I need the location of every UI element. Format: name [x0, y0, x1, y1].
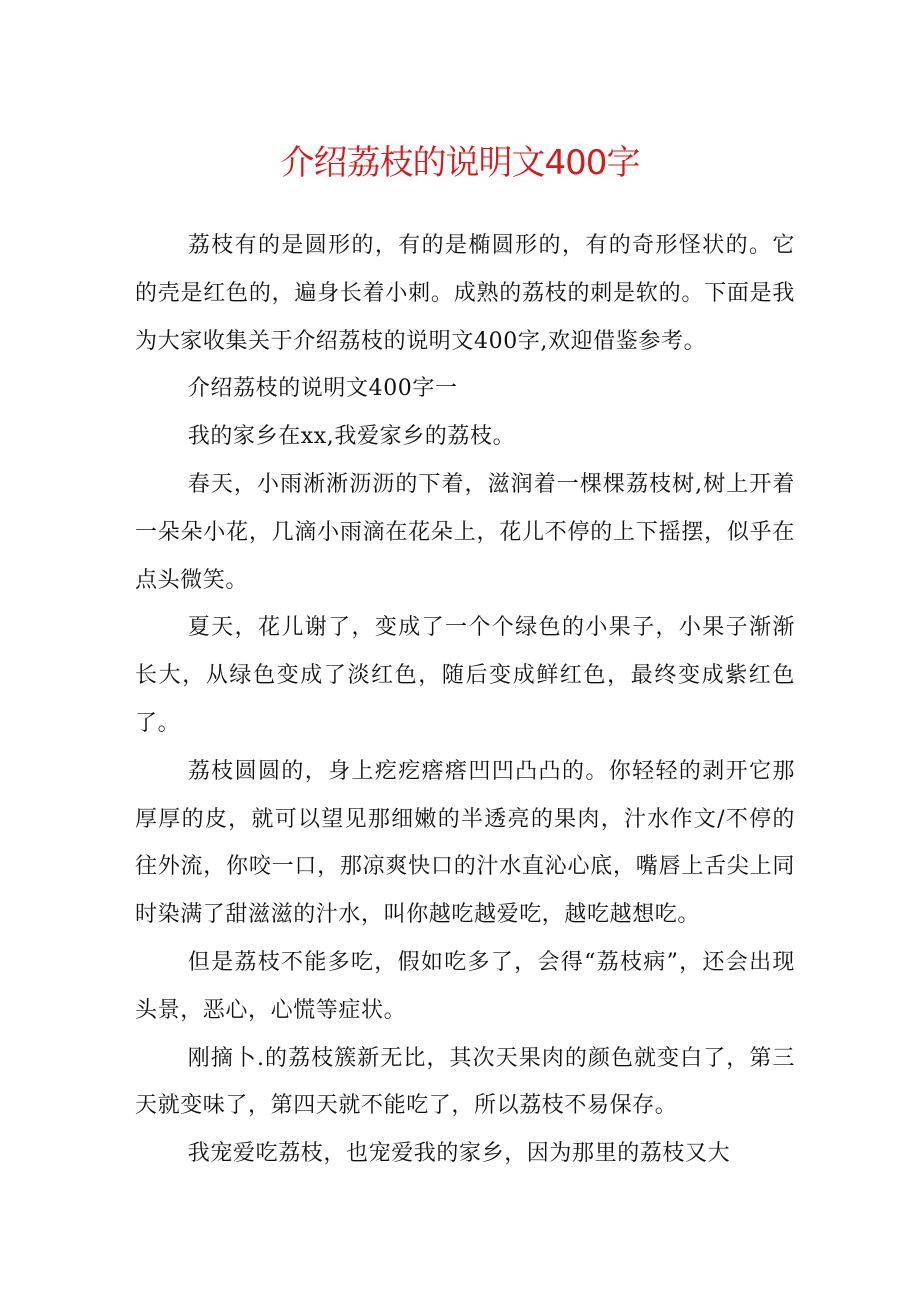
paragraph-spring: 春天，小雨淅淅沥沥的下着，滋润着一棵棵荔枝树,树上开着一朵朵小花，几滴小雨滴在花朵上，花儿不停的上下摇摆，似乎在点头微笑。: [135, 471, 795, 593]
document-title: 介绍荔枝的说明文400字: [280, 143, 640, 183]
paragraph-hometown: 我的家乡在xx,我爱家乡的荔枝。: [187, 424, 516, 450]
paragraph-description: 荔枝圆圆的，身上疙疙瘩瘩凹凹凸凸的。你轻轻的剥开它那厚厚的皮，就可以望见那细嫩的半透亮的果肉，汁水作文/不停的往外流，你咬一口，那凉爽快口的汁水直沁心底，嘴唇上舌尖上同时染满了甜滋滋的汁水，叫你越吃越爱吃，越吃越想吃。: [135, 758, 795, 928]
document-body: [135, 222, 795, 1178]
paragraph-intro: 荔枝有的是圆形的，有的是椭圆形的，有的奇形怪状的。它的壳是红色的，遍身长着小刺。成熟的荔枝的刺是软的。下面是我为大家收集关于介绍荔枝的说明文400字,欢迎借鉴参考。: [135, 233, 795, 354]
paragraph-storage: 刚摘卜.的荔枝簇新无比，其次天果肉的颜色就变白了，第三天就变味了，第四天就不能吃了，所以荔枝不易保存。: [135, 1045, 795, 1119]
paragraph-summer: 夏天，花儿谢了，变成了一个个绿色的小果子，小果子渐渐长大，从绿色变成了淡红色，随后变成鲜红色，最终变成紫红色了。: [135, 615, 795, 736]
paragraph-closing: 我宠爱吃荔枝，也宠爱我的家乡，因为那里的荔枝又大: [187, 1141, 731, 1167]
paragraph-section-heading: 介绍荔枝的说明文400字一: [187, 376, 458, 402]
paragraph-caution: 但是荔枝不能多吃，假如吃多了，会得“荔枝病”，还会出现头景，恶心，心慌等症状。: [135, 949, 795, 1023]
